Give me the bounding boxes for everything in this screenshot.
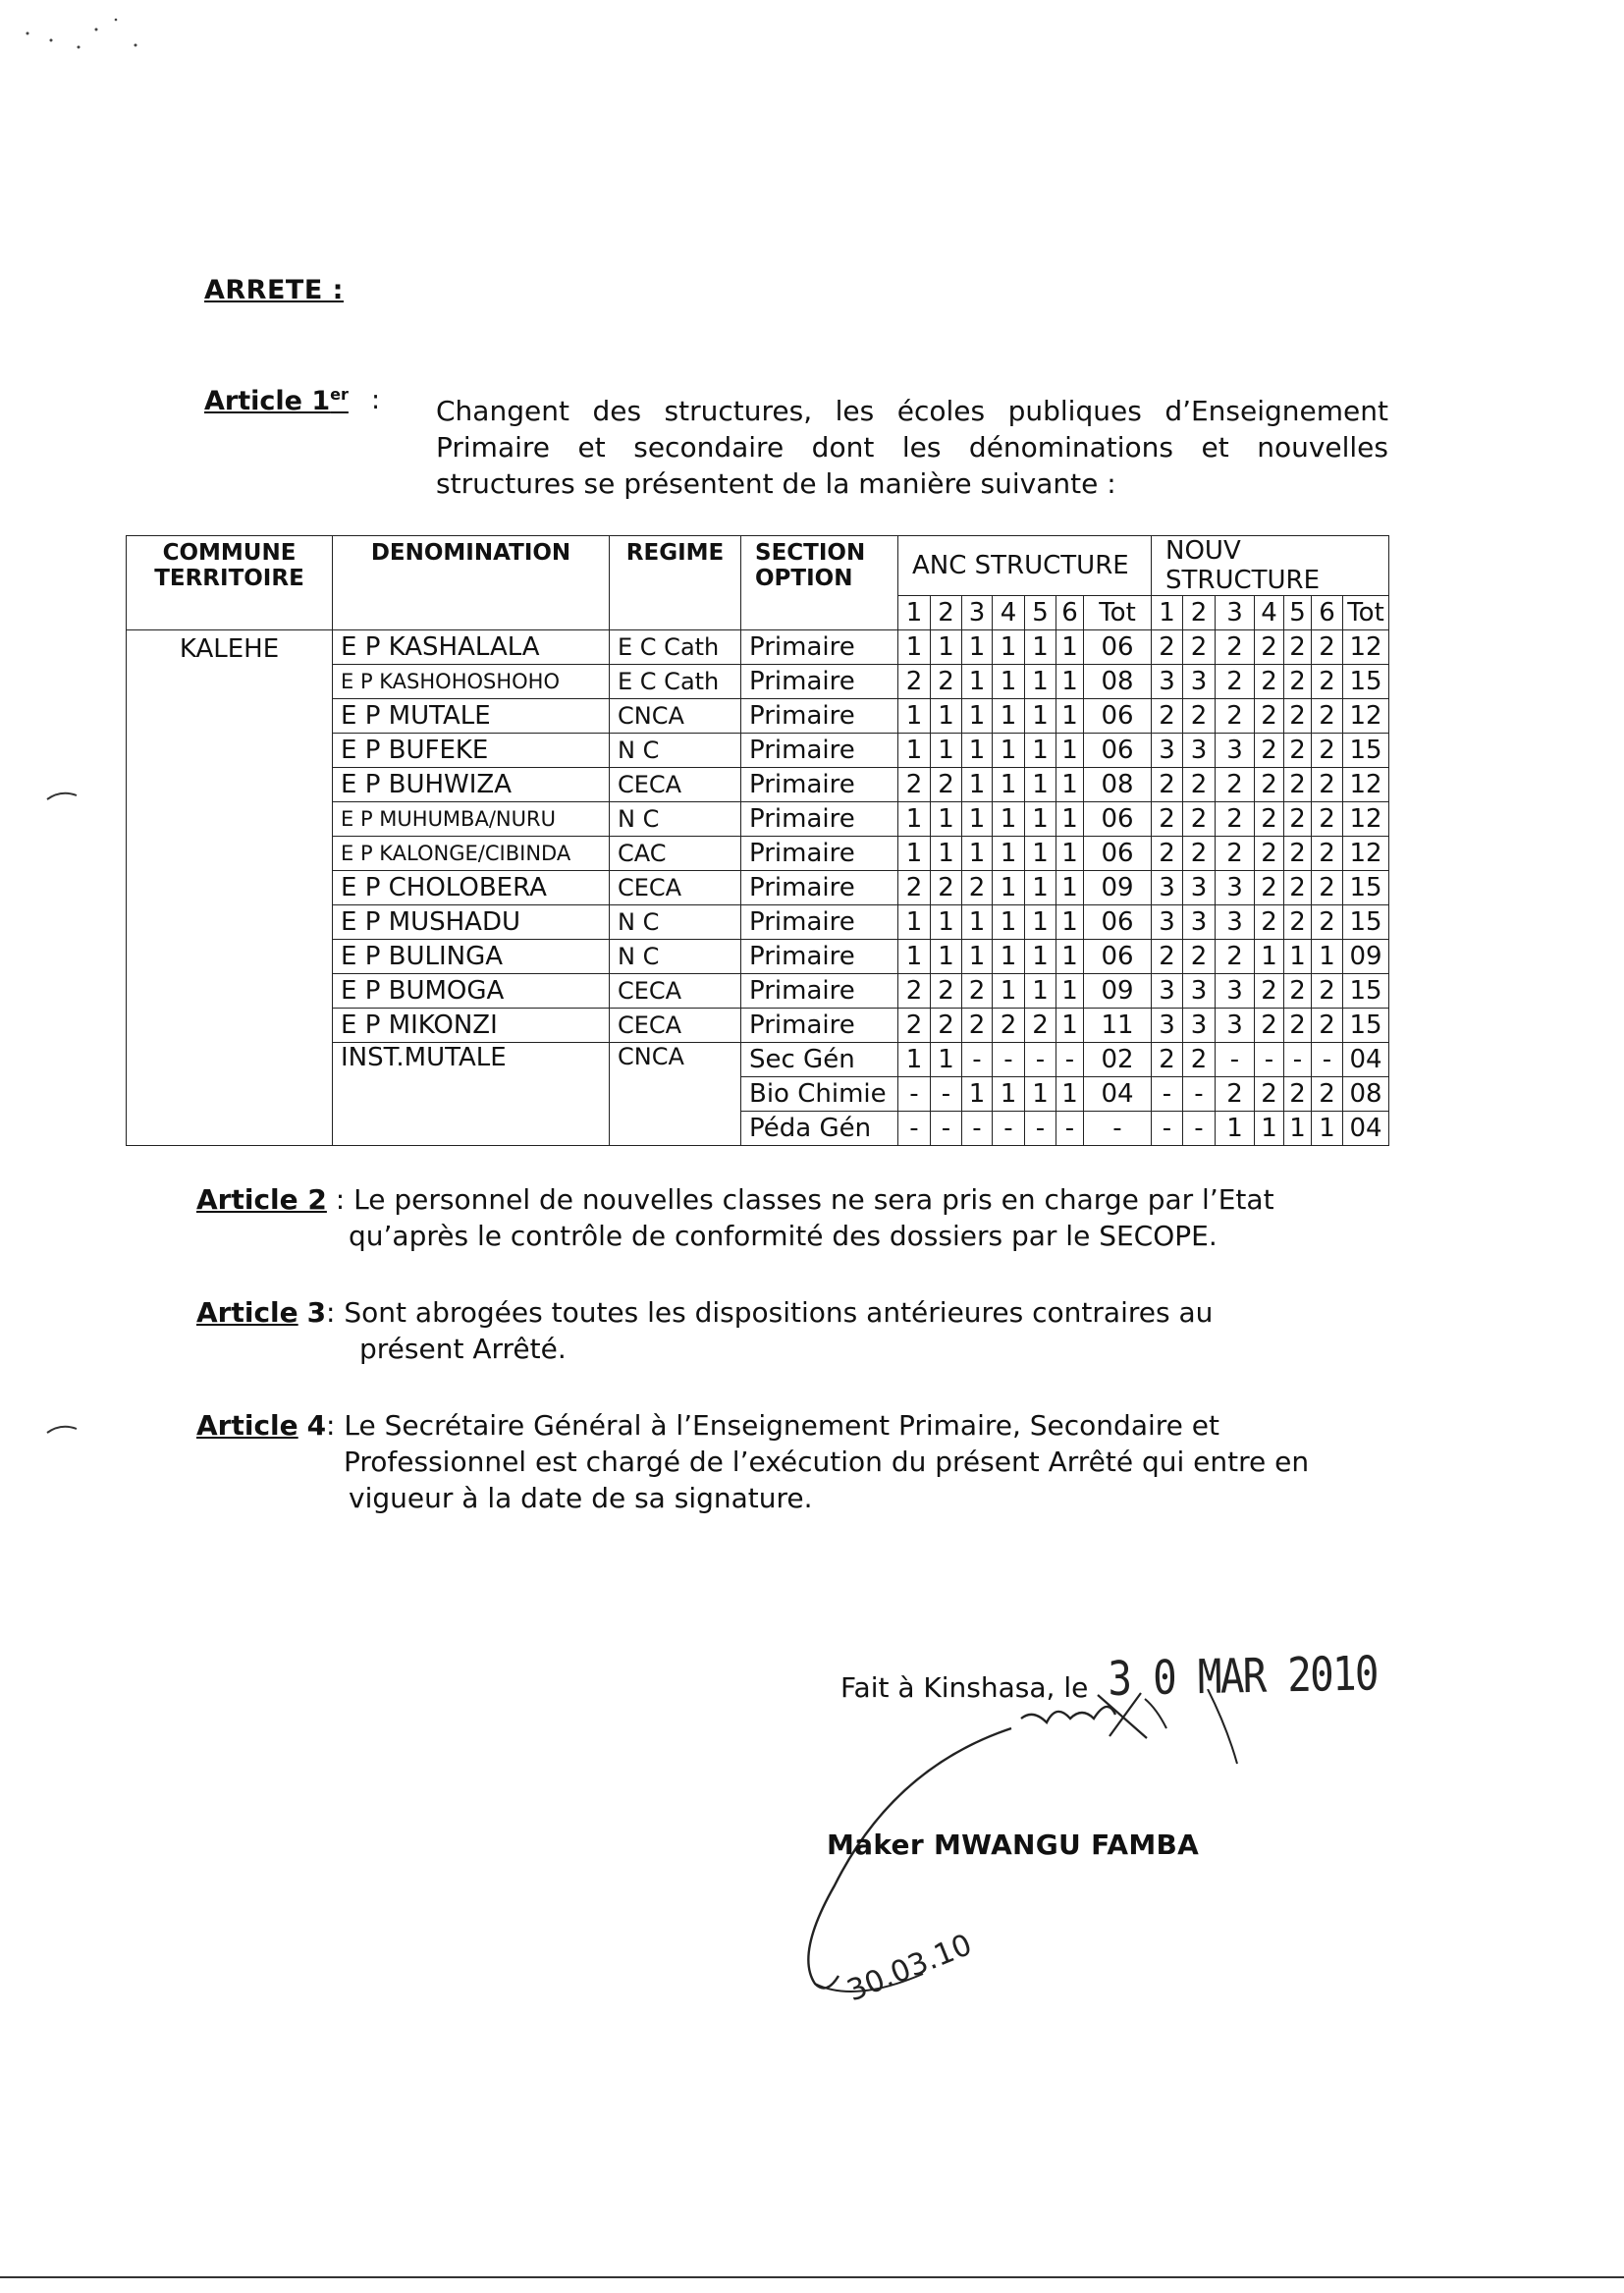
nouv-value-cell: 3 <box>1183 1009 1216 1043</box>
nouv-year-header: 6 <box>1312 596 1343 630</box>
article-1-label: Article 1er <box>204 385 349 416</box>
nouv-value-cell: 2 <box>1255 802 1284 837</box>
nouv-value-cell: 2 <box>1216 630 1255 665</box>
denomination-cell: E P KASHALALA <box>333 630 610 665</box>
anc-value-cell: 1 <box>1025 1077 1056 1112</box>
anc-value-cell: 1 <box>1025 940 1056 974</box>
anc-value-cell: 1 <box>898 940 931 974</box>
anc-value-cell: 2 <box>962 871 993 905</box>
anc-value-cell: 2 <box>898 1009 931 1043</box>
anc-value-cell: 06 <box>1084 630 1152 665</box>
nouv-value-cell: 3 <box>1152 665 1183 699</box>
nouv-value-cell: 2 <box>1312 665 1343 699</box>
nouv-value-cell: 2 <box>1152 699 1183 734</box>
anc-value-cell: - <box>962 1043 993 1077</box>
nouv-value-cell: 12 <box>1343 837 1389 871</box>
anc-value-cell: 1 <box>1056 974 1084 1009</box>
anc-year-header: 2 <box>931 596 962 630</box>
article-3: Article 3: Sont abrogées toutes les dispositions antérieures contraires au présent Arrêté. <box>196 1296 1214 1365</box>
anc-value-cell: 06 <box>1084 699 1152 734</box>
regime-cell: CECA <box>610 1009 741 1043</box>
nouv-value-cell: 2 <box>1216 1077 1255 1112</box>
nouv-value-cell: 2 <box>1183 802 1216 837</box>
denomination-cell: E P BULINGA <box>333 940 610 974</box>
denomination-cell: E P BUMOGA <box>333 974 610 1009</box>
nouv-value-cell: 2 <box>1312 768 1343 802</box>
anc-value-cell: 1 <box>1025 734 1056 768</box>
nouv-value-cell: 1 <box>1312 940 1343 974</box>
anc-value-cell: 1 <box>1025 837 1056 871</box>
anc-value-cell: 2 <box>931 1009 962 1043</box>
nouv-value-cell: 2 <box>1255 734 1284 768</box>
nouv-value-cell: 3 <box>1183 905 1216 940</box>
regime-cell: E C Cath <box>610 665 741 699</box>
nouv-value-cell: 2 <box>1216 665 1255 699</box>
anc-value-cell: 1 <box>1056 1077 1084 1112</box>
anc-value-cell: 06 <box>1084 837 1152 871</box>
nouv-value-cell: 2 <box>1216 940 1255 974</box>
anc-value-cell: 1 <box>962 665 993 699</box>
anc-value-cell: 06 <box>1084 734 1152 768</box>
regime-cell: N C <box>610 940 741 974</box>
nouv-year-header: Tot <box>1343 596 1389 630</box>
anc-value-cell: 1 <box>1056 665 1084 699</box>
nouv-value-cell: 2 <box>1152 802 1183 837</box>
anc-value-cell: 1 <box>1025 699 1056 734</box>
nouv-value-cell: 15 <box>1343 871 1389 905</box>
nouv-value-cell: 3 <box>1216 734 1255 768</box>
header-section-option: SECTION OPTION <box>741 536 898 630</box>
anc-value-cell: 1 <box>962 802 993 837</box>
section-cell: Primaire <box>741 802 898 837</box>
nouv-value-cell: 2 <box>1183 1043 1216 1077</box>
section-cell: Bio Chimie <box>741 1077 898 1112</box>
anc-value-cell: - <box>898 1077 931 1112</box>
nouv-value-cell: 2 <box>1284 837 1312 871</box>
anc-value-cell: 1 <box>993 665 1025 699</box>
anc-value-cell: 1 <box>993 734 1025 768</box>
nouv-value-cell: - <box>1284 1043 1312 1077</box>
nouv-value-cell: 3 <box>1216 905 1255 940</box>
nouv-value-cell: 2 <box>1255 837 1284 871</box>
anc-year-header: 5 <box>1025 596 1056 630</box>
nouv-value-cell: 3 <box>1216 871 1255 905</box>
anc-value-cell: 1 <box>931 940 962 974</box>
denomination-cell: E P BUHWIZA <box>333 768 610 802</box>
regime-cell: CNCA <box>610 699 741 734</box>
nouv-value-cell: 2 <box>1312 802 1343 837</box>
anc-value-cell: 04 <box>1084 1077 1152 1112</box>
anc-value-cell: 1 <box>993 940 1025 974</box>
nouv-value-cell: 2 <box>1183 768 1216 802</box>
nouv-value-cell: 3 <box>1152 974 1183 1009</box>
article-3-text-line-1: Sont abrogées toutes les dispositions antérieures contraires au <box>335 1296 1214 1329</box>
section-cell: Sec Gén <box>741 1043 898 1077</box>
anc-value-cell: 1 <box>931 802 962 837</box>
article-1-colon: : <box>371 385 381 415</box>
article-3-text-line-2: présent Arrêté. <box>359 1333 567 1365</box>
nouv-value-cell: 2 <box>1312 974 1343 1009</box>
nouv-value-cell: 2 <box>1216 802 1255 837</box>
anc-value-cell: 08 <box>1084 665 1152 699</box>
nouv-value-cell: 2 <box>1284 734 1312 768</box>
nouv-value-cell: 2 <box>1284 1077 1312 1112</box>
anc-value-cell: 1 <box>898 630 931 665</box>
anc-value-cell: 06 <box>1084 940 1152 974</box>
nouv-year-header: 3 <box>1216 596 1255 630</box>
nouv-value-cell: 2 <box>1216 699 1255 734</box>
nouv-value-cell: 12 <box>1343 768 1389 802</box>
nouv-value-cell: - <box>1216 1043 1255 1077</box>
denomination-cell: E P KASHOHOSHOHO <box>333 665 610 699</box>
signatory-name: Maker MWANGU FAMBA <box>827 1829 1200 1861</box>
nouv-value-cell: 2 <box>1255 1077 1284 1112</box>
anc-value-cell: 1 <box>898 837 931 871</box>
anc-value-cell: 1 <box>962 734 993 768</box>
nouv-value-cell: 2 <box>1152 837 1183 871</box>
nouv-value-cell: 2 <box>1216 768 1255 802</box>
nouv-value-cell: 2 <box>1284 974 1312 1009</box>
nouv-value-cell: 2 <box>1255 665 1284 699</box>
nouv-value-cell: 2 <box>1284 665 1312 699</box>
nouv-year-header: 4 <box>1255 596 1284 630</box>
article-4-text-line-2: Professionnel est chargé de l’exécution du présent Arrêté qui entre en <box>344 1446 1310 1478</box>
anc-value-cell: 2 <box>962 1009 993 1043</box>
anc-value-cell: 1 <box>1056 940 1084 974</box>
nouv-year-header: 1 <box>1152 596 1183 630</box>
anc-value-cell: - <box>1056 1112 1084 1146</box>
nouv-value-cell: 2 <box>1284 630 1312 665</box>
anc-value-cell: 1 <box>962 837 993 871</box>
anc-year-header: 4 <box>993 596 1025 630</box>
nouv-value-cell: - <box>1312 1043 1343 1077</box>
nouv-value-cell: 12 <box>1343 802 1389 837</box>
nouv-value-cell: 1 <box>1255 940 1284 974</box>
article-4: Article 4: Le Secrétaire Général à l’Enseignement Primaire, Secondaire et Professionnel est chargé de l’exécution du présent Arrêté qui entre en vigueur à la date de sa signature. <box>196 1409 1310 1514</box>
section-cell: Primaire <box>741 974 898 1009</box>
denomination-cell: E P MUTALE <box>333 699 610 734</box>
nouv-value-cell: 2 <box>1255 768 1284 802</box>
scan-speck-marks <box>18 10 145 59</box>
nouv-value-cell: 2 <box>1312 905 1343 940</box>
denomination-cell: E P BUFEKE <box>333 734 610 768</box>
anc-value-cell: 1 <box>1025 871 1056 905</box>
anc-value-cell: 02 <box>1084 1043 1152 1077</box>
section-cell: Primaire <box>741 871 898 905</box>
nouv-value-cell: 09 <box>1343 940 1389 974</box>
anc-value-cell: 1 <box>1056 837 1084 871</box>
anc-value-cell: 1 <box>931 734 962 768</box>
nouv-value-cell: 2 <box>1312 837 1343 871</box>
nouv-value-cell: 3 <box>1183 734 1216 768</box>
nouv-value-cell: 3 <box>1216 974 1255 1009</box>
nouv-value-cell: - <box>1183 1077 1216 1112</box>
header-nouv-structure: NOUV STRUCTURE <box>1152 536 1389 596</box>
regime-cell: N C <box>610 802 741 837</box>
section-cell: Primaire <box>741 734 898 768</box>
nouv-value-cell: 2 <box>1183 630 1216 665</box>
denomination-cell: E P MUHUMBA/NURU <box>333 802 610 837</box>
anc-value-cell: - <box>898 1112 931 1146</box>
anc-value-cell: 1 <box>993 768 1025 802</box>
decree-heading: ARRETE : <box>204 275 344 305</box>
anc-value-cell: 08 <box>1084 768 1152 802</box>
anc-value-cell: 1 <box>931 837 962 871</box>
nouv-value-cell: 12 <box>1343 699 1389 734</box>
nouv-value-cell: 2 <box>1152 768 1183 802</box>
anc-value-cell: 1 <box>898 734 931 768</box>
anc-value-cell: - <box>962 1112 993 1146</box>
header-regime: REGIME <box>610 536 741 630</box>
anc-value-cell: 1 <box>1056 905 1084 940</box>
denomination-cell: E P CHOLOBERA <box>333 871 610 905</box>
anc-value-cell: 1 <box>1056 802 1084 837</box>
section-cell: Primaire <box>741 768 898 802</box>
nouv-value-cell: 2 <box>1183 837 1216 871</box>
anc-value-cell: 1 <box>1025 768 1056 802</box>
denomination-cell: INST.MUTALE <box>333 1043 610 1146</box>
anc-value-cell: 1 <box>993 802 1025 837</box>
anc-value-cell: - <box>931 1077 962 1112</box>
anc-value-cell: 1 <box>962 1077 993 1112</box>
anc-value-cell: 2 <box>1025 1009 1056 1043</box>
nouv-value-cell: 2 <box>1152 630 1183 665</box>
anc-value-cell: 2 <box>898 974 931 1009</box>
anc-value-cell: 11 <box>1084 1009 1152 1043</box>
nouv-value-cell: 3 <box>1183 871 1216 905</box>
anc-value-cell: 1 <box>993 699 1025 734</box>
anc-value-cell: 1 <box>962 699 993 734</box>
stamped-date: 3 0 MAR 2010 <box>1108 1646 1379 1707</box>
anc-value-cell: 1 <box>1025 630 1056 665</box>
regime-cell: CNCA <box>610 1043 741 1146</box>
anc-value-cell: 1 <box>962 768 993 802</box>
anc-value-cell: 1 <box>962 940 993 974</box>
anc-value-cell: 1 <box>898 1043 931 1077</box>
margin-pen-mark <box>43 1419 82 1439</box>
nouv-value-cell: 15 <box>1343 665 1389 699</box>
denomination-cell: E P MIKONZI <box>333 1009 610 1043</box>
nouv-value-cell: 04 <box>1343 1043 1389 1077</box>
table-row <box>127 630 1389 665</box>
nouv-value-cell: 15 <box>1343 974 1389 1009</box>
nouv-value-cell: - <box>1152 1112 1183 1146</box>
anc-value-cell: 1 <box>993 905 1025 940</box>
section-cell: Péda Gén <box>741 1112 898 1146</box>
section-cell: Primaire <box>741 837 898 871</box>
nouv-value-cell: 15 <box>1343 1009 1389 1043</box>
article-3-label: Article <box>196 1296 298 1329</box>
anc-value-cell: 2 <box>931 665 962 699</box>
place-and-date-label: Fait à Kinshasa, le <box>840 1671 1089 1704</box>
article-2: Article 2 : Le personnel de nouvelles classes ne sera pris en charge par l’Etat qu’après le contrôle de conformité des dossiers par le SECOPE. <box>196 1183 1274 1252</box>
nouv-value-cell: 3 <box>1152 1009 1183 1043</box>
anc-value-cell: 06 <box>1084 802 1152 837</box>
nouv-value-cell: 2 <box>1183 699 1216 734</box>
nouv-value-cell: 2 <box>1284 699 1312 734</box>
anc-value-cell: 2 <box>931 871 962 905</box>
nouv-value-cell: 2 <box>1312 699 1343 734</box>
anc-value-cell: 1 <box>898 802 931 837</box>
nouv-year-header: 5 <box>1284 596 1312 630</box>
article-4-text-line-1: Le Secrétaire Général à l’Enseignement Primaire, Secondaire et <box>335 1409 1219 1442</box>
anc-value-cell: 1 <box>993 974 1025 1009</box>
section-cell: Primaire <box>741 665 898 699</box>
section-cell: Primaire <box>741 905 898 940</box>
nouv-value-cell: 2 <box>1255 905 1284 940</box>
nouv-value-cell: 2 <box>1312 1009 1343 1043</box>
nouv-value-cell: - <box>1183 1112 1216 1146</box>
nouv-value-cell: 2 <box>1152 940 1183 974</box>
anc-value-cell: 06 <box>1084 905 1152 940</box>
anc-value-cell: 1 <box>1056 734 1084 768</box>
anc-value-cell: 1 <box>1025 974 1056 1009</box>
nouv-value-cell: 15 <box>1343 734 1389 768</box>
anc-value-cell: 2 <box>962 974 993 1009</box>
nouv-value-cell: 2 <box>1312 1077 1343 1112</box>
header-anc-structure: ANC STRUCTURE <box>898 536 1152 596</box>
nouv-value-cell: 2 <box>1216 837 1255 871</box>
anc-value-cell: - <box>1056 1043 1084 1077</box>
anc-value-cell: - <box>931 1112 962 1146</box>
nouv-value-cell: 2 <box>1284 871 1312 905</box>
header-commune: COMMUNE TERRITOIRE <box>127 536 333 630</box>
margin-pen-mark <box>43 786 82 805</box>
anc-value-cell: - <box>1084 1112 1152 1146</box>
nouv-value-cell: 12 <box>1343 630 1389 665</box>
nouv-value-cell: 2 <box>1312 630 1343 665</box>
anc-value-cell: 2 <box>898 871 931 905</box>
anc-value-cell: 1 <box>1056 871 1084 905</box>
section-cell: Primaire <box>741 1009 898 1043</box>
nouv-value-cell: 1 <box>1255 1112 1284 1146</box>
regime-cell: N C <box>610 905 741 940</box>
nouv-value-cell: 2 <box>1284 802 1312 837</box>
anc-value-cell: 1 <box>1056 1009 1084 1043</box>
anc-value-cell: 1 <box>898 905 931 940</box>
nouv-value-cell: 3 <box>1183 665 1216 699</box>
anc-value-cell: 09 <box>1084 871 1152 905</box>
nouv-value-cell: 2 <box>1255 630 1284 665</box>
article-4-label: Article <box>196 1409 298 1442</box>
nouv-value-cell: 1 <box>1284 940 1312 974</box>
anc-value-cell: - <box>1025 1043 1056 1077</box>
nouv-value-cell: 2 <box>1255 699 1284 734</box>
denomination-cell: E P MUSHADU <box>333 905 610 940</box>
nouv-value-cell: 1 <box>1216 1112 1255 1146</box>
section-cell: Primaire <box>741 630 898 665</box>
nouv-value-cell: 3 <box>1152 905 1183 940</box>
anc-value-cell: 1 <box>993 1077 1025 1112</box>
regime-cell: CECA <box>610 974 741 1009</box>
nouv-value-cell: 2 <box>1284 905 1312 940</box>
nouv-value-cell: 04 <box>1343 1112 1389 1146</box>
nouv-value-cell: 2 <box>1255 1009 1284 1043</box>
handwritten-date: 30.03.10 <box>841 1927 977 2009</box>
anc-year-header: 1 <box>898 596 931 630</box>
nouv-value-cell: 2 <box>1312 871 1343 905</box>
anc-value-cell: 1 <box>1056 768 1084 802</box>
anc-value-cell: 1 <box>1056 699 1084 734</box>
nouv-value-cell: 1 <box>1312 1112 1343 1146</box>
nouv-value-cell: 08 <box>1343 1077 1389 1112</box>
anc-value-cell: 1 <box>993 630 1025 665</box>
article-2-label: Article 2 <box>196 1183 327 1216</box>
anc-value-cell: 1 <box>993 837 1025 871</box>
article-2-text-line-1: Le personnel de nouvelles classes ne sera pris en charge par l’Etat <box>345 1183 1274 1216</box>
nouv-value-cell: 1 <box>1284 1112 1312 1146</box>
anc-year-header: 3 <box>962 596 993 630</box>
page-bottom-rule <box>0 2276 1624 2278</box>
anc-value-cell: 2 <box>898 665 931 699</box>
anc-value-cell: 1 <box>931 630 962 665</box>
nouv-value-cell: 2 <box>1152 1043 1183 1077</box>
nouv-value-cell: 3 <box>1183 974 1216 1009</box>
structure-table <box>126 535 1389 1146</box>
header-denomination: DENOMINATION <box>333 536 610 630</box>
article-4-text-line-3: vigueur à la date de sa signature. <box>349 1482 813 1514</box>
article-2-text-line-2: qu’après le contrôle de conformité des dossiers par le SECOPE. <box>349 1220 1218 1252</box>
regime-cell: CECA <box>610 768 741 802</box>
nouv-value-cell: 2 <box>1255 974 1284 1009</box>
anc-year-header: Tot <box>1084 596 1152 630</box>
anc-value-cell: 1 <box>1025 802 1056 837</box>
anc-value-cell: - <box>993 1043 1025 1077</box>
anc-value-cell: 2 <box>931 768 962 802</box>
anc-value-cell: 1 <box>898 699 931 734</box>
section-cell: Primaire <box>741 699 898 734</box>
nouv-value-cell: 3 <box>1152 871 1183 905</box>
regime-cell: CECA <box>610 871 741 905</box>
anc-value-cell: 1 <box>1025 905 1056 940</box>
nouv-value-cell: 2 <box>1183 940 1216 974</box>
anc-value-cell: 1 <box>931 699 962 734</box>
anc-value-cell: 2 <box>993 1009 1025 1043</box>
commune-cell: KALEHE <box>127 630 333 1146</box>
regime-cell: N C <box>610 734 741 768</box>
nouv-year-header: 2 <box>1183 596 1216 630</box>
section-cell: Primaire <box>741 940 898 974</box>
nouv-value-cell: 2 <box>1284 1009 1312 1043</box>
denomination-cell: E P KALONGE/CIBINDA <box>333 837 610 871</box>
nouv-value-cell: 3 <box>1152 734 1183 768</box>
anc-value-cell: 2 <box>898 768 931 802</box>
anc-value-cell: 1 <box>931 1043 962 1077</box>
regime-cell: CAC <box>610 837 741 871</box>
nouv-value-cell: - <box>1152 1077 1183 1112</box>
anc-value-cell: 1 <box>1056 630 1084 665</box>
anc-year-header: 6 <box>1056 596 1084 630</box>
anc-value-cell: 2 <box>931 974 962 1009</box>
anc-value-cell: 1 <box>962 630 993 665</box>
anc-value-cell: 1 <box>931 905 962 940</box>
nouv-value-cell: - <box>1255 1043 1284 1077</box>
nouv-value-cell: 3 <box>1216 1009 1255 1043</box>
nouv-value-cell: 15 <box>1343 905 1389 940</box>
anc-value-cell: 1 <box>962 905 993 940</box>
anc-value-cell: 1 <box>993 871 1025 905</box>
nouv-value-cell: 2 <box>1284 768 1312 802</box>
anc-value-cell: 1 <box>1025 665 1056 699</box>
anc-value-cell: - <box>1025 1112 1056 1146</box>
anc-value-cell: - <box>993 1112 1025 1146</box>
nouv-value-cell: 2 <box>1312 734 1343 768</box>
regime-cell: E C Cath <box>610 630 741 665</box>
article-1-text: Changent des structures, les écoles publiques d’Enseignement Primaire et secondaire dont les dénominations et nouvelles structures se présentent de la manière suivante : <box>436 395 1388 500</box>
anc-value-cell: 09 <box>1084 974 1152 1009</box>
nouv-value-cell: 2 <box>1255 871 1284 905</box>
